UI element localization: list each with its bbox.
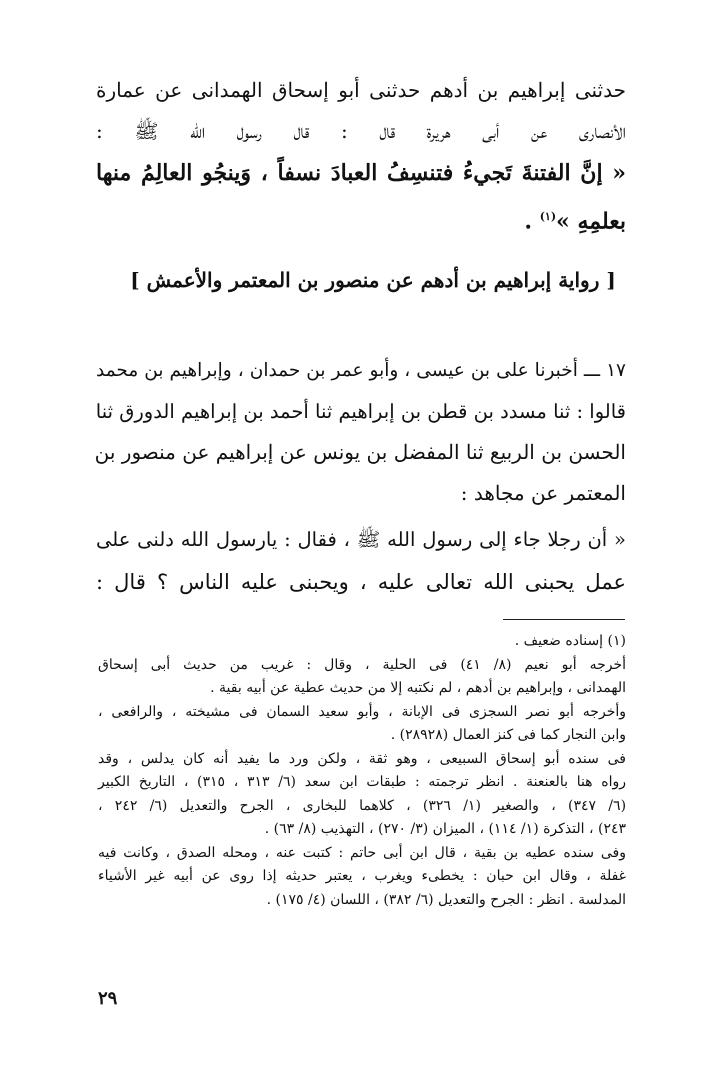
- footnote-line: المدلسة . انظر : الجرح والتعديل (٦/ ٣٨٢) ، اللسان (٤/ ١٧٥) .: [266, 891, 626, 908]
- footnote-line: الهمدانى ، وإبراهيم بن أدهم ، لم نكتبه إلا من حديث عطية عن أبيه بقية .: [210, 680, 626, 696]
- text-line: قالوا : ثنا مسدد بن قطن بن إبراهيم ثنا أحمد بن إبراهيم الدورق ثنا: [95, 400, 626, 423]
- text-line: الحسن بن الربيع ثنا المفضل بن يونس عن إبراهيم عن منصور بن: [94, 440, 626, 464]
- footnote-line: رواه هنا بالعنعنة . انظر ترجمته : طبقات ابن سعد (٦/ ٣١٣ ، ٣١٥) ، التاريخ الكبير: [98, 774, 627, 790]
- intro-paragraph: [96, 70, 626, 152]
- footnote-line: وفى سنده عطيه بن بقية ، قال ابن أبى حاتم : كتبت عنه ، ومحله الصدق ، وكانت فيه: [98, 844, 626, 861]
- footnote-line: أخرجه أبو نعيم (٨/ ٤١) فى الحلية ، وقال : غريب من حديث أبى إسحاق: [98, 656, 626, 673]
- section-heading: [ رواية إبراهيم بن أدهم عن منصور بن المعتمر والأعمش ]: [130, 268, 616, 292]
- footnote-separator: [503, 619, 625, 620]
- text-line: حدثنى إبراهيم بن أدهم حدثنى أبو إسحاق الهمدانى عن عمارة: [96, 78, 626, 102]
- hadith-text-2: [96, 518, 626, 604]
- text-line: « أن رجلا جاء إلى رسول الله ﷺ ، فقال : يارسول الله دلنى على: [96, 528, 626, 551]
- footnotes: [98, 630, 626, 912]
- footnote-line: (١) إسناده ضعيف .: [514, 633, 626, 649]
- text-line: عمل يحبنى الله تعالى عليه ، ويحبنى عليه الناس ؟ قال :: [96, 570, 626, 594]
- isnad-paragraph: [96, 350, 626, 514]
- text-line: الأنصارى عن أبى هريرة قال : قال رسول الله ﷺ :: [96, 119, 626, 143]
- footnote-line: غفلة ، وقال ابن حبان : يخطىء ويغرب ، يعتبر حديثه إذا روى عن أبيه غير الأشياء: [98, 868, 626, 884]
- footnote-line: فى سنده أبو إسحاق السبيعى ، وهو ثقة ، ولكن ورد ما يفيد أنه كان يدلس ، وقد: [98, 750, 626, 767]
- footnote-line: ٢٤٣) ، التذكرة (١/ ١١٤) ، الميزان (٣/ ٢٧٠) ، التهذيب (٨/ ٦٣) .: [264, 821, 626, 837]
- footnote-line: وأخرجه أبو نصر السجزى فى الإبانة ، وأبو سعيد السمان فى مشيخته ، والرافعى ،: [98, 703, 626, 720]
- footnote-line: وابن النجار كما فى كنز العمال (٢٨٩٢٨) .: [390, 727, 626, 743]
- text-line: « إنَّ الفتنةَ تَجيءُ فتنسِفُ العبادَ نسفاً ، وَينجُو العالِمُ منها: [96, 160, 626, 186]
- text-line: المعتمر عن مجاهد :: [460, 481, 626, 505]
- page-number: ٢٩: [98, 988, 118, 1009]
- text-line: ١٧ ـــ أخبرنا على بن عيسى ، وأبو عمر بن حمدان ، وإبراهيم بن محمد: [96, 360, 626, 381]
- hadith-text-1: [96, 152, 626, 243]
- text-line-last: [96, 195, 626, 243]
- footnote-line: (٦/ ٣٤٧) ، والصغير (١/ ٣٢٦) ، كلاهما للبخارى ، الجرح والتعديل (٦/ ٢٤٢ ،: [98, 797, 627, 814]
- hadith-end-punct: .: [524, 208, 540, 235]
- footnote-ref: (١): [539, 210, 557, 223]
- hadith-end-text: بعلمِهِ »: [556, 208, 626, 235]
